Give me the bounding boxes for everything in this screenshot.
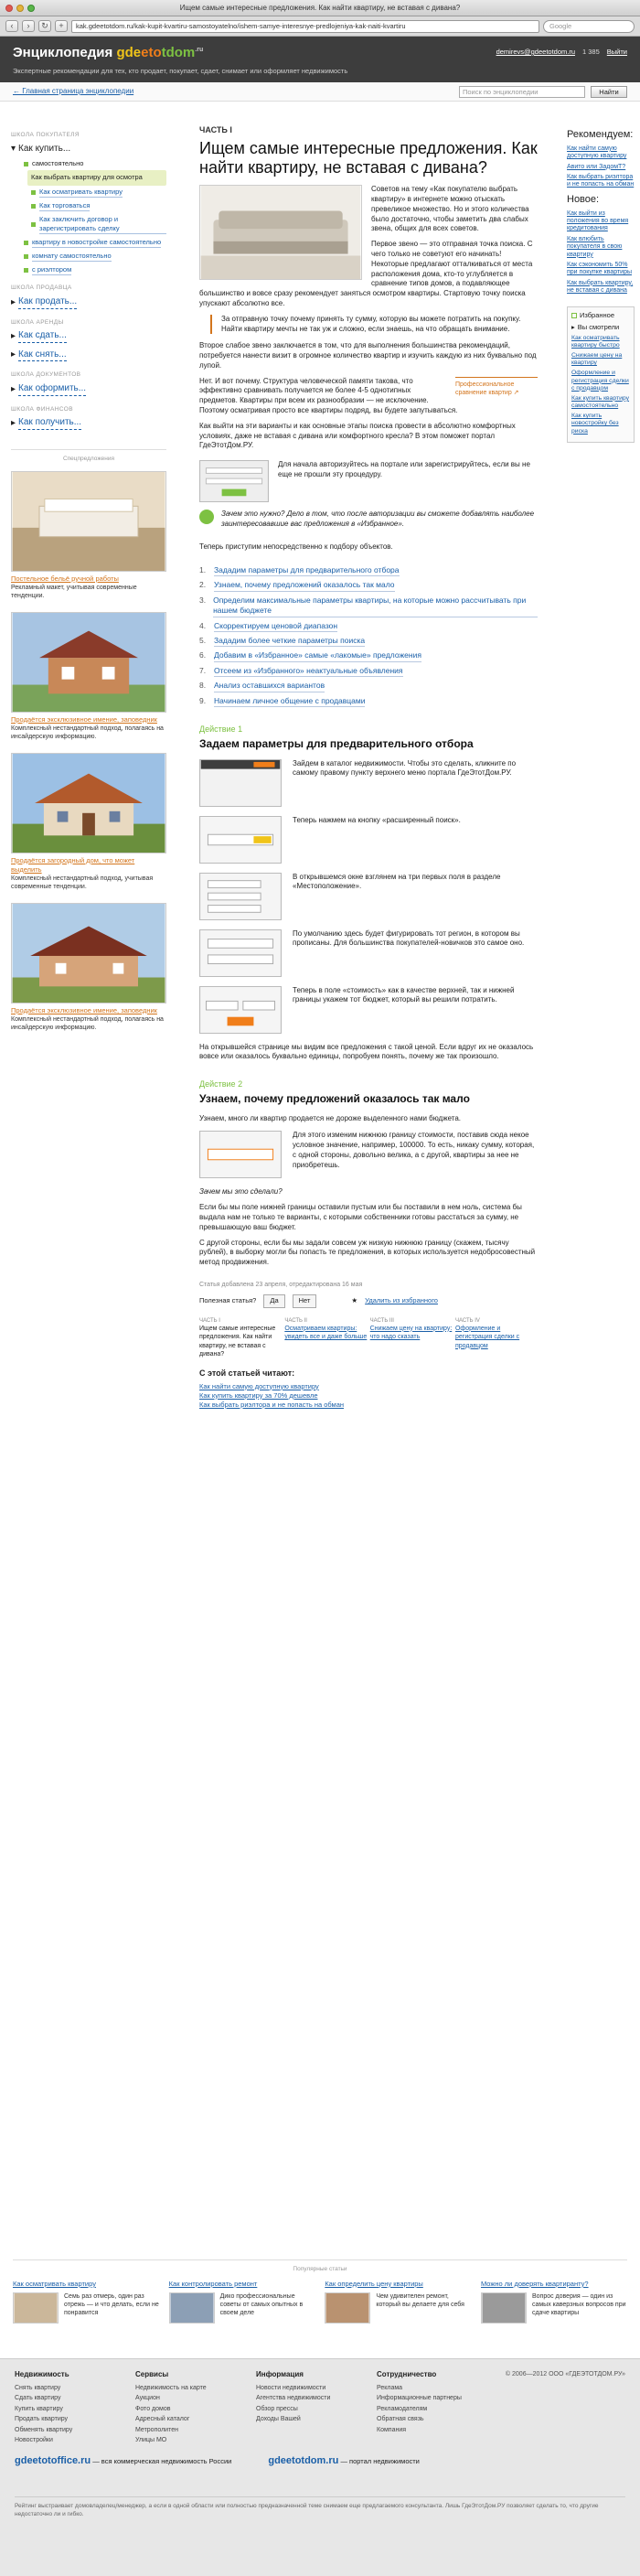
- logo-part: gde: [116, 45, 142, 60]
- note-text: Зачем это нужно? Дело в том, что после авторизации вы сможете добавлять наиболее заинтересовавшие вас предложения в «Избранное».: [221, 510, 535, 529]
- sidebar-step-1[interactable]: [27, 170, 166, 185]
- new-link[interactable]: Как сэкономить 50% при покупке квартиры: [567, 261, 633, 276]
- sidebar-subitem-self[interactable]: [24, 157, 166, 170]
- vote-yes-button[interactable]: Да: [263, 1294, 284, 1307]
- action-2-question: Зачем мы это сделали?: [199, 1187, 283, 1197]
- footer-link[interactable]: Обзор прессы: [256, 2405, 298, 2412]
- footer-link[interactable]: Обратная связь: [377, 2416, 424, 2423]
- aside-text[interactable]: Профессиональное сравнение квартир: [455, 381, 515, 397]
- logo-word: Энциклопедия: [13, 45, 113, 60]
- footer-link[interactable]: Адресный каталог: [135, 2416, 190, 2423]
- section-heading: ШКОЛА ДОКУМЕНТОВ: [11, 371, 81, 379]
- portal-logo-caption: — портал недвижимости: [340, 2457, 420, 2465]
- screenshot-thumb: [199, 759, 282, 807]
- related-link[interactable]: Как осматривать квартиру: [13, 2279, 96, 2288]
- section-heading: ШКОЛА АРЕНДЫ: [11, 318, 64, 326]
- step-item[interactable]: [199, 636, 538, 647]
- also-read-link[interactable]: Как выбрать риэлтора и не попасть на обман: [199, 1400, 345, 1409]
- step-number: 6.: [199, 650, 207, 660]
- sidebar-step-link[interactable]: Как торговаться: [39, 201, 90, 211]
- bullet-icon: [31, 190, 36, 195]
- related-item[interactable]: [13, 2280, 159, 2324]
- part-navigation: [199, 1317, 538, 1359]
- zoom-window-button[interactable]: [27, 5, 35, 12]
- paragraph-3: Нет. И вот почему. Структура человеческой памяти такова, что эффективно сравнивать получается не более 4-5 однотипных предметов. Квартиры при всем их разнообразии — не исключение. Поэтому осматривая просто все квартиры подряд, вы будете запутываться.: [199, 376, 458, 415]
- related-link[interactable]: Можно ли доверять квартиранту?: [480, 2279, 589, 2288]
- footer-heading: Недвижимость: [15, 2370, 69, 2378]
- right-sidebar: [567, 124, 635, 443]
- screenshot-thumb: [199, 873, 282, 920]
- article-title: Ищем самые интересные предложения. Как найти квартиру, не вставая с дивана?: [199, 139, 538, 177]
- footer-link[interactable]: Улицы МО: [135, 2436, 167, 2443]
- promo-title[interactable]: Постельное бельё ручной работы: [11, 574, 119, 583]
- section-heading: ШКОЛА ПОКУПАТЕЛЯ: [11, 132, 80, 138]
- footer-heading: Сервисы: [135, 2370, 169, 2378]
- steps-intro: Теперь приступим непосредственно к подбору объектов.: [199, 542, 393, 551]
- office-logo-caption: — вся коммерческая недвижимость России: [92, 2457, 232, 2465]
- browser-titlebar: [0, 0, 640, 16]
- related-thumb: [325, 2292, 370, 2324]
- promo-image[interactable]: [11, 471, 166, 572]
- promo-item[interactable]: [11, 753, 166, 892]
- viewed-tab[interactable]: [571, 323, 630, 332]
- related-text: Чем удивителен ремонт, который вы делаете для себя: [376, 2292, 464, 2308]
- footer-link[interactable]: Недвижимость на карте: [135, 2384, 207, 2391]
- sidebar-step-link[interactable]: Как заключить договор и зарегистрировать сделку: [39, 215, 166, 234]
- paragraph-weak-link: Второе слабое звено заключается в том, что для выполнения большинства рекомендаций, потребуется нанести визит в огромное количество квартир и изучить каждую из них буквально под лупой.: [199, 341, 537, 370]
- new-link[interactable]: Как влюбить покупателя в свою квартиру: [567, 235, 623, 258]
- triangle-right-icon: ▸: [11, 417, 16, 428]
- step-item[interactable]: [199, 696, 538, 707]
- bullet-icon: [24, 241, 28, 245]
- action-1-title: Задаем параметры для предварительного отбора: [199, 737, 474, 751]
- part-nav-link[interactable]: Оформление и регистрация сделки с продавцом: [454, 1325, 520, 1349]
- action-2-p2: Если бы мы поле нижней границы оставили пустым или бы поставили в нем ноль, система бы выдала нам не только те варианты, с которыми собственники готовы расстаться за сумму, не превышающую ваш бюджет.: [199, 1203, 522, 1231]
- triangle-right-icon: ▸: [11, 349, 16, 360]
- action-text: Для этого изменим нижнюю границу стоимости, поставив сюда некое условное значение, например, 100000. То есть, никаку сумму, которая, с одной стороны, довольно велика, а с другой, квартиры за нее не приобретешь.: [293, 1131, 535, 1169]
- step-link[interactable]: Скорректируем ценовой диапазон: [214, 621, 337, 632]
- office-logo-text: gdeetotoffice.ru: [15, 2455, 91, 2466]
- promo-desc: Комплексный нестандартный подход, полагаясь на инсайдерскую информацию.: [11, 724, 164, 741]
- sidebar-item-link[interactable]: Как получить...: [18, 416, 81, 430]
- action-row: [199, 873, 538, 920]
- part-nav-label: ЧАСТЬ II: [284, 1317, 307, 1324]
- sidebar-item-link[interactable]: Как снять...: [18, 349, 67, 362]
- sidebar-extra-item[interactable]: [24, 236, 166, 250]
- quote-block: [210, 315, 538, 335]
- footer-link[interactable]: Сдать квартиру: [15, 2395, 61, 2402]
- site-tagline: Экспертные рекомендации для тех, кто продает, покупает, сдает, снимает или оформляет недвижимость: [13, 67, 348, 75]
- user-count: 1 385: [582, 48, 600, 56]
- logo-suffix: .ru: [195, 47, 204, 53]
- sidebar-sublist: [11, 157, 166, 170]
- action-row: [199, 986, 538, 1034]
- related-item[interactable]: [325, 2280, 471, 2324]
- step-item[interactable]: [199, 596, 538, 617]
- step-link[interactable]: Определим максимальные параметры квартиры, на которые можно рассчитывать при нашем бюджете: [213, 596, 538, 617]
- section-heading: ШКОЛА ПРОДАВЦА: [11, 284, 72, 292]
- article-part: ЧАСТЬ I: [199, 125, 232, 134]
- new-link[interactable]: Как выйти из положения во время кредитования: [567, 209, 629, 232]
- also-read-link[interactable]: Как найти самую доступную квартиру: [199, 1381, 319, 1390]
- external-link-icon: ↗: [513, 390, 519, 397]
- footer-link[interactable]: Обменять квартиру: [15, 2426, 73, 2433]
- step-number: 4.: [199, 620, 207, 630]
- related-thumb: [481, 2292, 527, 2324]
- search-button[interactable]: Найти: [591, 86, 627, 98]
- footer-heading: Информация: [256, 2370, 304, 2378]
- triangle-right-icon: ▸: [11, 383, 16, 394]
- part-nav-item[interactable]: [199, 1317, 282, 1359]
- step-link[interactable]: Анализ оставшихся вариантов: [214, 681, 325, 692]
- home-link[interactable]: ← Главная страница энциклопедии: [13, 87, 134, 95]
- vote-no-button[interactable]: Нет: [293, 1294, 317, 1307]
- screenshot-thumb: [199, 816, 282, 864]
- related-heading: Популярные статьи: [13, 2259, 627, 2274]
- article: [199, 124, 538, 1410]
- auth-callout-text: Для начала авторизуйтесь на портале или зарегистрируйтесь, если вы не еще не прошли эту процедуру.: [278, 460, 530, 479]
- url-field[interactable]: kak.gdeetotdom.ru/kak-kupit-kvartiru-samostoyatelno/ishem-samye-interesnye-predlojeniya-kak-naiti-kvartiru: [71, 20, 539, 33]
- action-row: [199, 816, 538, 864]
- promo-image[interactable]: [11, 903, 166, 1004]
- user-panel: [496, 48, 627, 57]
- bullet-icon: [31, 204, 36, 209]
- footer-link[interactable]: Новостройки: [15, 2436, 53, 2443]
- part-nav-item[interactable]: [284, 1317, 367, 1359]
- bullet-icon: [24, 162, 28, 166]
- sidebar-subitem-label: самостоятельно: [32, 159, 84, 168]
- sidebar-extra-item[interactable]: [24, 250, 166, 263]
- sidebar-item-finance[interactable]: [11, 413, 166, 433]
- action-text: Теперь нажмем на кнопку «расширенный поиск».: [293, 815, 461, 824]
- auth-callout: [199, 460, 538, 502]
- reload-icon[interactable]: ↻: [38, 20, 51, 32]
- related-text: Семь раз отмерь, один раз отрежь — и что делать, если не понравится: [64, 2292, 159, 2317]
- action-2-p3: С другой стороны, если бы мы задали совсем уж низкую нижнюю границу (скажем, тысячу рублей), в выборку могли бы попасть те предложения, в которых используется недобросовестный метод продвижения.: [199, 1238, 536, 1267]
- sidebar-item-label: Как купить...: [18, 143, 71, 154]
- step-item[interactable]: [199, 621, 538, 632]
- promo-item[interactable]: [11, 612, 166, 742]
- part-nav-link[interactable]: Снижаем цену на квартиру: что надо сказать: [369, 1325, 453, 1341]
- footer-link[interactable]: Метрополитен: [135, 2426, 178, 2433]
- quote-text: За отправную точку почему принять ту сумму, которую вы можете потратить на покупку. Найти квартиру мечты не так уж и сложно, если знаешь, на что обращать внимание.: [221, 314, 521, 333]
- footer-link[interactable]: Информационные партнеры: [377, 2395, 462, 2402]
- triangle-right-icon: ▸: [11, 296, 16, 307]
- related-item[interactable]: [481, 2280, 627, 2324]
- footer-link[interactable]: Реклама: [377, 2384, 403, 2391]
- steps-list: [199, 565, 538, 708]
- favorites-box: [567, 306, 635, 443]
- footer-column: [135, 2370, 236, 2446]
- related-list: [13, 2280, 627, 2324]
- sidebar-item-buy[interactable]: [11, 140, 166, 158]
- part-nav-label: ЧАСТЬ IV: [454, 1317, 480, 1324]
- favorite-link[interactable]: Как купить новостройку без риска: [571, 413, 619, 435]
- step-number: 2.: [199, 580, 207, 590]
- related-item[interactable]: [169, 2280, 315, 2324]
- new-heading: Новое:: [567, 193, 600, 205]
- promo-title[interactable]: Продаётся загородный дом, что может выделить: [11, 855, 135, 874]
- info-icon: [199, 510, 214, 524]
- screenshot-thumb: [199, 1131, 282, 1178]
- recommend-link[interactable]: Как выбрать риэлтора и не попасть на обман: [567, 174, 635, 188]
- web-search-field[interactable]: Google: [543, 20, 635, 33]
- paragraph-4: Как выйти на эти варианты и как основные этапы поиска провести в абсолютно комфортных условиях, даже не вставая с дивана или комфортного кресла? В этом поможет портал ГдеЭтотДом.РУ.: [199, 421, 516, 450]
- footer-link[interactable]: Рекламодателям: [377, 2405, 428, 2412]
- related-link[interactable]: Как определить цену квартиры: [325, 2279, 423, 2288]
- step-number: 7.: [199, 665, 207, 675]
- sidebar-item-rent-out[interactable]: [11, 327, 166, 346]
- site-logo[interactable]: [13, 44, 203, 62]
- office-logo[interactable]: [15, 2454, 231, 2468]
- footer-column: [377, 2370, 477, 2446]
- footer-logos: [15, 2454, 420, 2468]
- promo-item[interactable]: [11, 903, 166, 1033]
- bullet-icon: [31, 222, 36, 227]
- sidebar-extra-link[interactable]: с риэлтором: [32, 265, 71, 275]
- triangle-right-icon: ▸: [11, 330, 16, 341]
- action-text: Зайдем в каталог недвижимости. Чтобы это сделать, кликните по самому правому пункту верхнего меню портала ГдеЭтотДом.РУ.: [293, 758, 517, 778]
- sidebar-buy-extra: [11, 236, 166, 277]
- part-nav-label: ЧАСТЬ I: [199, 1317, 220, 1324]
- note-block: [199, 510, 538, 535]
- step-number: 3.: [199, 595, 207, 605]
- step-item[interactable]: [199, 565, 538, 576]
- encyclopedia-search-input[interactable]: Поиск по энциклопедии: [459, 86, 585, 98]
- bullet-icon: [24, 268, 28, 273]
- part-nav-item[interactable]: [455, 1317, 538, 1359]
- favorite-link[interactable]: Оформление и регистрация сделки с продавцом: [571, 370, 629, 392]
- recommend-heading: Рекомендуем:: [567, 129, 634, 140]
- recommend-link[interactable]: Авито или ЗадомТ?: [567, 163, 626, 170]
- useful-label: Полезная статья?: [199, 1296, 257, 1305]
- sidebar-item-link[interactable]: Как сдать...: [18, 329, 67, 343]
- part-nav-label: ЧАСТЬ III: [369, 1317, 394, 1324]
- paragraph-1: Советов на тему «Как покупателю выбрать квартиру» в интернете можно отыскать превеликое множество. Но и этого количества было достаточно, чтобы заметить два слабых звена, общих для всех советов.: [371, 185, 529, 233]
- promo-desc: Рекламный макет, учитывая современные тенденции.: [11, 584, 137, 600]
- address-bar: [0, 16, 640, 37]
- step-item[interactable]: [199, 580, 538, 591]
- triangle-right-icon: ▸: [571, 322, 575, 331]
- promo-desc: Комплексный нестандартный подход, полагаясь на инсайдерскую информацию.: [11, 1015, 164, 1032]
- new-link[interactable]: Как выбрать квартиру, не вставая с дивана: [567, 279, 634, 295]
- step-number: 1.: [199, 564, 207, 574]
- promo-item[interactable]: [11, 471, 166, 601]
- action-row: [199, 929, 538, 977]
- portal-logo[interactable]: [268, 2454, 420, 2468]
- step-item[interactable]: [199, 666, 538, 677]
- step-number: 5.: [199, 636, 207, 645]
- related-articles: [13, 2259, 627, 2324]
- step-link[interactable]: Узнаем, почему предложений оказалось так мало: [214, 580, 395, 591]
- related-text: Дико профессиональные советы от самых опытных в своем деле: [219, 2292, 304, 2317]
- step-link[interactable]: Отсеем из «Избранного» неактуальные объявления: [214, 666, 403, 677]
- sidebar-step-2[interactable]: [31, 186, 166, 199]
- part-nav-link[interactable]: Осматриваем квартиры: увидеть все и даже больше: [284, 1325, 368, 1341]
- favorite-link[interactable]: Как осматривать квартиру быстро: [571, 334, 620, 349]
- article-dates: Статья добавлена 23 апреля, отредактирована 16 мая: [199, 1281, 363, 1288]
- step-number: 9.: [199, 695, 207, 705]
- back-icon[interactable]: ‹: [5, 20, 18, 32]
- article-meta: [199, 1281, 538, 1289]
- action-2-p1: Узнаем, много ли квартир продается не дороже выделенного нами бюджета.: [199, 1113, 461, 1122]
- footer-column: [256, 2370, 357, 2446]
- action-row: [199, 759, 538, 807]
- add-bookmark-icon[interactable]: +: [55, 20, 68, 32]
- aside-callout[interactable]: [455, 377, 538, 398]
- footer-link[interactable]: Фото домов: [135, 2405, 171, 2412]
- action-text: По умолчанию здесь будет фигурировать тот регион, в котором вы прописаны. Для большинства покупателей-новичков это самое оно.: [293, 928, 525, 948]
- footer-link[interactable]: Купить квартиру: [15, 2405, 63, 2412]
- action-2-title: Узнаем, почему предложений оказалось так мало: [199, 1092, 470, 1106]
- site-footer: [0, 2358, 640, 2576]
- related-text: Вопрос доверия — один из самых каверзных вопросов при сдаче квартиры: [531, 2292, 626, 2317]
- logout-link[interactable]: Выйти: [606, 48, 627, 56]
- sidebar-steps: [11, 170, 166, 236]
- footer-link[interactable]: Продать квартиру: [15, 2416, 69, 2423]
- related-link[interactable]: Как контролировать ремонт: [168, 2279, 258, 2288]
- footer-link[interactable]: Аукцион: [135, 2395, 160, 2402]
- footer-link[interactable]: Компания: [377, 2426, 407, 2433]
- section-heading: ШКОЛА ФИНАНСОВ: [11, 405, 73, 413]
- sidebar-item-sell[interactable]: [11, 293, 166, 312]
- portal-logo-text: gdeetotdom.ru: [268, 2455, 339, 2466]
- part-nav-item[interactable]: [370, 1317, 453, 1359]
- sidebar-step-label: Как выбрать квартиру для осмотра: [31, 173, 143, 182]
- left-sidebar: [11, 124, 166, 1044]
- favorite-link[interactable]: Как купить квартиру самостоятельно: [571, 394, 630, 410]
- footer-column: [15, 2370, 115, 2446]
- login-screenshot: [199, 460, 269, 502]
- sidebar-item-rent[interactable]: [11, 346, 166, 365]
- remove-favorite-link[interactable]: Удалить из избранного: [365, 1296, 438, 1305]
- window-title: Ищем самые интересные предложения. Как найти квартиру, не вставая с дивана?: [179, 4, 461, 12]
- part-nav-title: Ищем самые интересные предложения. Как найти квартиру, не вставая с дивана?: [199, 1325, 276, 1358]
- checkbox-icon: [571, 313, 577, 318]
- forward-icon[interactable]: ›: [22, 20, 35, 32]
- screenshot-thumb: [199, 986, 282, 1034]
- sidebar-step-link[interactable]: Как осматривать квартиру: [39, 188, 123, 198]
- sidebar-extra-link[interactable]: комнату самостоятельно: [32, 252, 112, 262]
- footer-link[interactable]: Снять квартиру: [15, 2384, 61, 2391]
- minimize-window-button[interactable]: [16, 5, 24, 12]
- step-item[interactable]: [199, 681, 538, 692]
- action-2-label: Действие 2: [199, 1079, 243, 1089]
- action-1-tail: На открывшейся странице мы видим все предложения с такой ценой. Если вдруг их не оказалось вовсе или оказалось буквально единицы, попробуем понять, почему же так произошло.: [199, 1042, 534, 1061]
- step-link[interactable]: Зададим более четкие параметры поиска: [214, 636, 365, 647]
- sidebar-extra-link[interactable]: квартиру в новостройке самостоятельно: [32, 238, 161, 248]
- close-window-button[interactable]: [5, 5, 13, 12]
- favorites-tab[interactable]: [571, 311, 630, 320]
- star-icon: ★: [351, 1296, 358, 1305]
- subbar: [0, 82, 640, 102]
- special-offers-heading: Спецпредложения: [11, 449, 166, 464]
- logo-part: tdom: [161, 45, 196, 60]
- screenshot-thumb: [199, 929, 282, 977]
- step-link[interactable]: Зададим параметры для предварительного отбора: [214, 565, 400, 576]
- promo-title[interactable]: Продаётся эксклюзивное имение, заповедник: [11, 714, 157, 724]
- footer-link[interactable]: Новости недвижимости: [256, 2384, 326, 2391]
- footer-heading: Сотрудничество: [377, 2370, 437, 2378]
- sidebar-extra-item[interactable]: [24, 263, 166, 277]
- step-item[interactable]: [199, 650, 538, 661]
- related-thumb: [13, 2292, 59, 2324]
- site-header: [0, 37, 640, 82]
- sidebar-item-link[interactable]: Как оформить...: [18, 382, 86, 396]
- action-row: [199, 1131, 538, 1178]
- action-text: Теперь в поле «стоимость» как в качестве верхней, так и нижней границы укажем тот бюджет, который вы решили потратить.: [293, 985, 515, 1004]
- sidebar-step-3[interactable]: [31, 199, 166, 213]
- action-1-label: Действие 1: [199, 724, 243, 735]
- useful-poll: [199, 1294, 538, 1307]
- sidebar-item-link[interactable]: Как продать...: [18, 295, 77, 309]
- favorites-label: Избранное: [580, 310, 615, 319]
- sidebar-item-docs[interactable]: [11, 380, 166, 399]
- viewed-label: Вы смотрели: [577, 322, 620, 331]
- also-read-list: [199, 1382, 538, 1410]
- action-text: В открывшемся окне взглянем на три первых поля в разделе «Местоположение».: [293, 872, 501, 891]
- user-email-link[interactable]: demirevs@gdeetotdom.ru: [496, 48, 575, 56]
- window-controls[interactable]: [5, 5, 35, 12]
- footer-link[interactable]: Доходы Вашей: [256, 2416, 301, 2423]
- also-read-heading: С этой статьей читают:: [199, 1368, 295, 1379]
- recommend-link[interactable]: Как найти самую доступную квартиру: [567, 145, 627, 160]
- logo-part: eto: [141, 45, 162, 60]
- bullet-icon: [24, 254, 28, 259]
- also-read-link[interactable]: Как купить квартиру за 70% дешевле: [199, 1390, 318, 1400]
- promo-desc: Комплексный нестандартный подход, учитывая современные тенденции.: [11, 875, 154, 891]
- favorite-link[interactable]: Снижаем цену на квартиру: [571, 352, 623, 367]
- step-link[interactable]: Начинаем личное общение с продавцами: [214, 696, 365, 707]
- related-thumb: [169, 2292, 215, 2324]
- legal-text: Рейтинг выстраивает домовладелец/менеджер, а если в одной области или полностью предназначенной теме снимаем еще предлагаемого консультанта. Лишь ГдеЭтотДом.РУ позволяет сделать то, что другие недостаточно ли и гибко.: [15, 2496, 625, 2519]
- copyright: © 2006—2012 ООО «ГДЕЭТОТДОМ.РУ»: [505, 2371, 625, 2377]
- footer-link[interactable]: Агентства недвижимости: [256, 2395, 331, 2402]
- sidebar-step-4[interactable]: [31, 213, 166, 236]
- promo-image[interactable]: [11, 753, 166, 853]
- paragraph-2: Первое звено — это отправная точка поиска. С чего только не советуют его начинать! Некоторые предлагают отталкиваться от места расположения дома, кто-то углубляется в сравнение типов домов, а подавляющее большинство и вовсе сразу рекомендует заняться осмотром квартиры. Стартовую точку поиска упускают абсолютно все.: [199, 240, 533, 307]
- promo-image[interactable]: [11, 612, 166, 713]
- triangle-down-icon: ▾: [11, 143, 16, 154]
- promo-title[interactable]: Продаётся эксклюзивное имение, заповедник: [11, 1005, 157, 1014]
- step-link[interactable]: Добавим в «Избранное» самые «лакомые» предложения: [214, 650, 421, 661]
- step-number: 8.: [199, 681, 207, 691]
- sofa-image: [199, 185, 362, 280]
